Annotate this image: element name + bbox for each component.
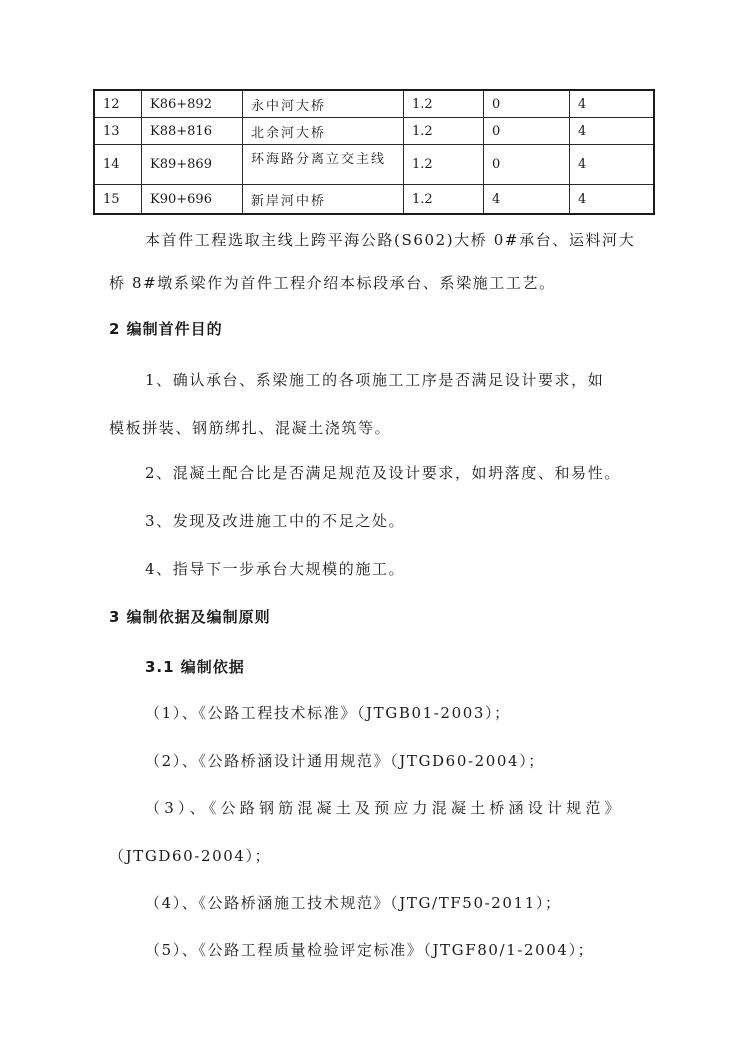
cell-name: 北余河大桥 [243, 118, 404, 145]
cell-v2: 0 [484, 118, 570, 145]
cell-v3: 4 [570, 145, 655, 185]
intro-line-2: 桥 8#墩系梁作为首件工程介绍本标段承台、系梁施工工艺。 [109, 274, 556, 292]
reference-2: （2）、《公路桥涵设计通用规范》（JTGD60-2004）； [145, 752, 545, 770]
section-2-item-2: 2、混凝土配合比是否满足规范及设计要求，如坍落度、和易性。 [145, 464, 621, 482]
cell-station: K88+816 [142, 118, 243, 145]
cell-v1: 1.2 [404, 90, 484, 118]
table-row [94, 145, 654, 185]
cell-no: 15 [94, 185, 142, 215]
cell-station: K86+892 [142, 90, 243, 118]
cell-v2: 0 [484, 90, 570, 118]
section-2-heading: 2 编制首件目的 [109, 320, 223, 338]
cell-no: 14 [94, 145, 142, 185]
cell-v3: 4 [570, 118, 655, 145]
table-row [94, 118, 654, 145]
cell-v1: 1.2 [404, 145, 484, 185]
section-3-heading: 3 编制依据及编制原则 [109, 608, 271, 626]
cell-v1: 1.2 [404, 118, 484, 145]
reference-5: （5）、《公路工程质量检验评定标准》（JTGF80/1-2004）； [145, 941, 595, 959]
cell-v2: 0 [484, 145, 570, 185]
section-2-item-3: 3、发现及改进施工中的不足之处。 [145, 512, 406, 530]
intro-line-1: 本首件工程选取主线上跨平海公路(S602)大桥 0#承台、运料河大 [145, 231, 636, 249]
cell-v2: 4 [484, 185, 570, 215]
cell-station: K89+869 [142, 145, 243, 185]
cell-name: 永中河大桥 [243, 90, 404, 118]
section-2-item-1-line-2: 模板拼装、钢筋绑扎、混凝土浇筑等。 [109, 419, 392, 437]
section-2-item-1-line-1: 1、确认承台、系梁施工的各项施工工序是否满足设计要求，如 [145, 371, 605, 389]
section-3-1-heading: 3.1 编制依据 [145, 658, 245, 676]
cell-v3: 4 [570, 185, 655, 215]
reference-3-line-1: （3）、《公路钢筋混凝土及预应力混凝土桥涵设计规范》 [145, 799, 624, 817]
cell-no: 13 [94, 118, 142, 145]
bridge-table [93, 89, 655, 215]
section-2-item-4: 4、指导下一步承台大规模的施工。 [145, 560, 406, 578]
table-row [94, 90, 654, 118]
reference-4: （4）、《公路桥涵施工技术规范》（JTG/TF50-2011）； [145, 894, 562, 912]
cell-v1: 1.2 [404, 185, 484, 215]
table-row [94, 185, 654, 215]
cell-name: 环海路分离立交主线 [243, 145, 404, 185]
reference-3-line-2: （JTGD60-2004）； [109, 847, 272, 865]
cell-station: K90+696 [142, 185, 243, 215]
reference-1: （1）、《公路工程技术标准》（JTGB01-2003）； [145, 704, 511, 722]
cell-v3: 4 [570, 90, 655, 118]
cell-name: 新岸河中桥 [243, 185, 404, 215]
cell-no: 12 [94, 90, 142, 118]
